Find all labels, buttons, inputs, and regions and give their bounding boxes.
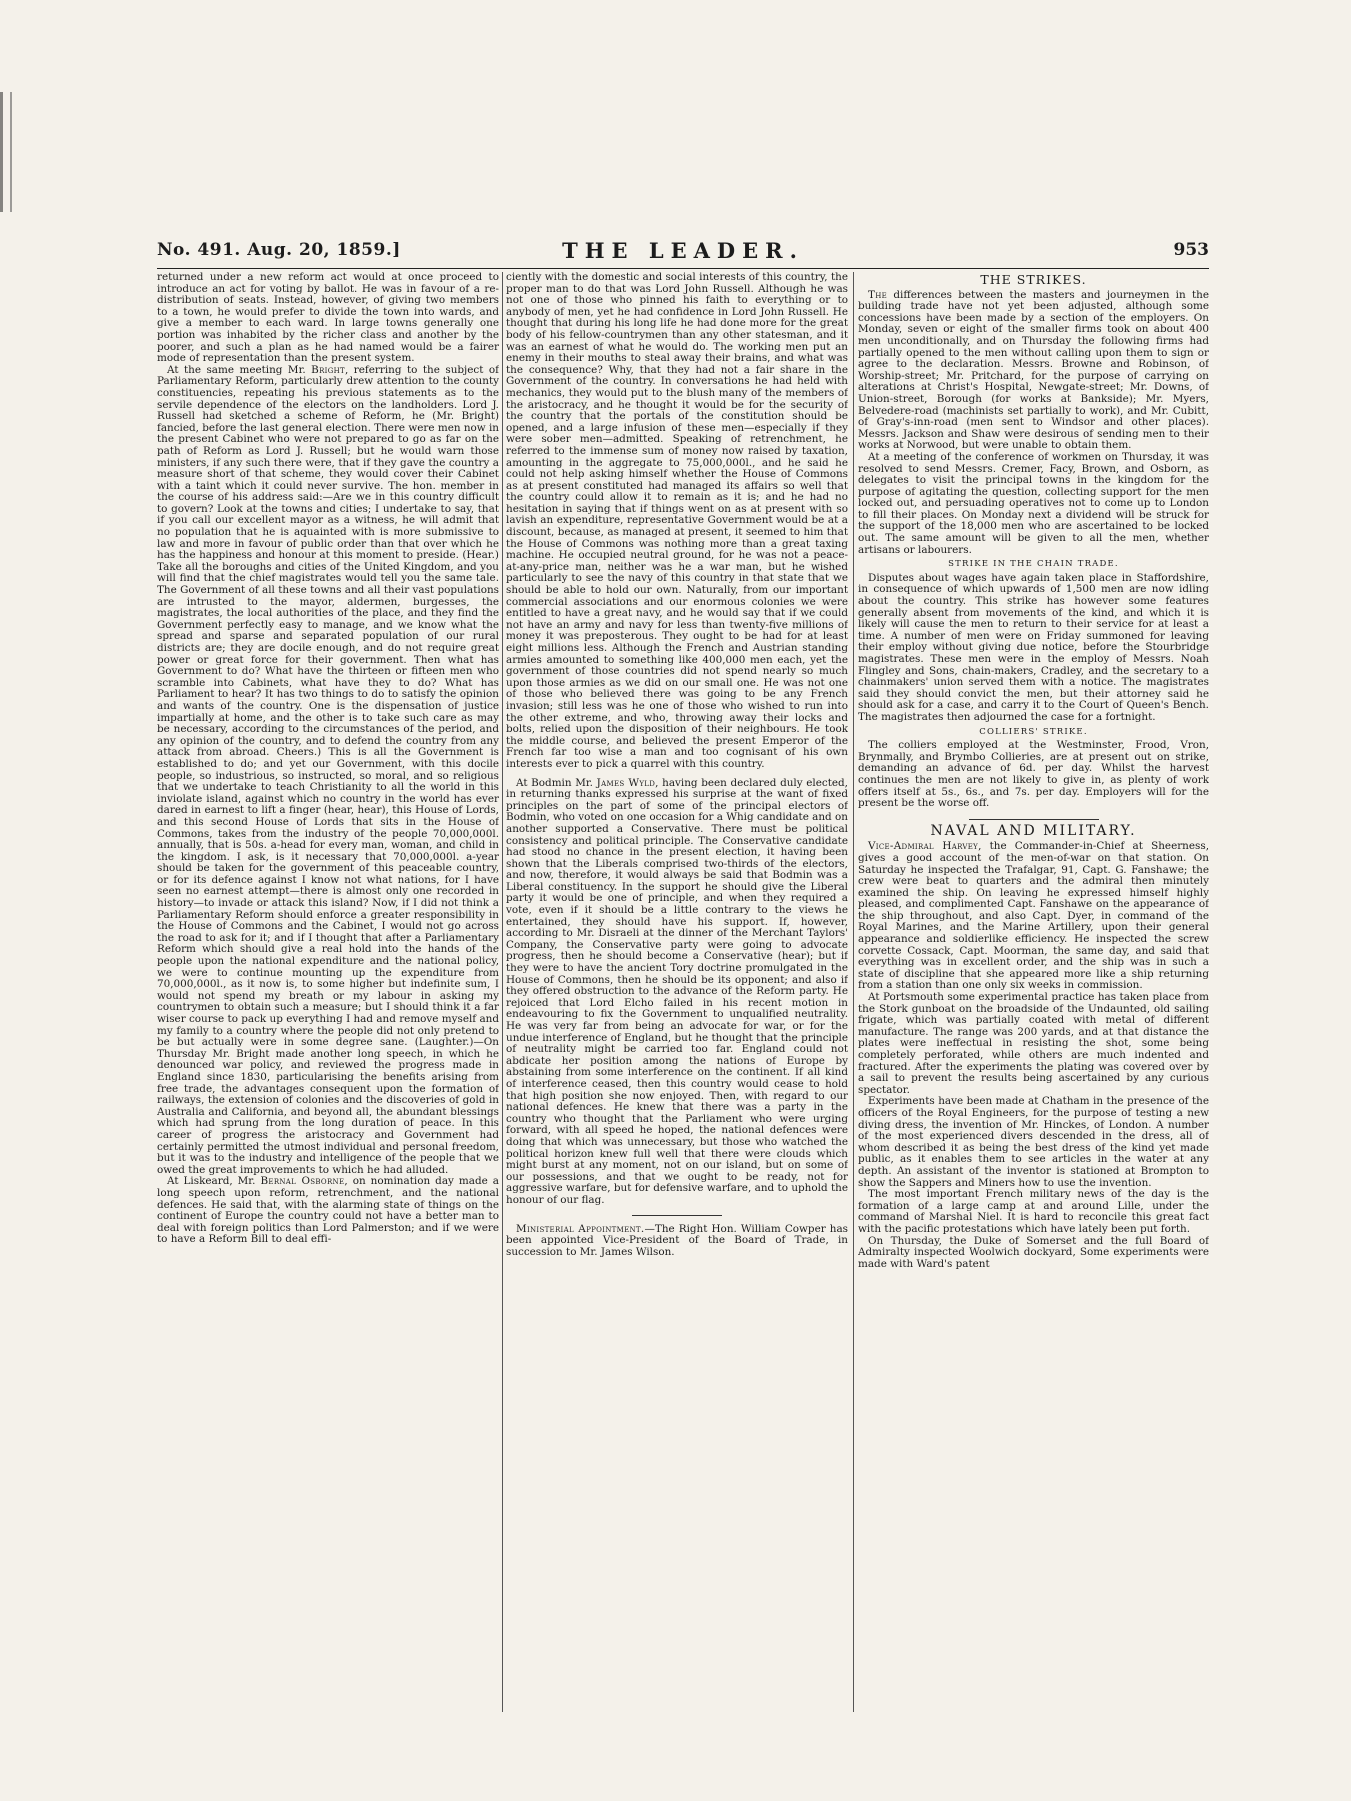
subheading-colliers: COLLIERS' STRIKE.	[979, 726, 1088, 737]
column-rule-2	[853, 272, 854, 1712]
paragraph-chatham: Experiments have been made at Chatham in the presence of the officers of the Royal Engineers, for the purpose of testing a new diving dress, the invention of Mr. Hinckes, of London. A number of the most experienced divers descended in the dress, all of whom described it as being the best dress of the kind yet made public, as it enables them to see articles in the water at any depth. An assistant of the inventor is stationed at Brompton to show the Sappers and Miners how to use the invention.	[858, 1095, 1209, 1189]
separator-rule	[969, 819, 1099, 820]
heading-naval-military: NAVAL AND MILITARY.	[930, 822, 1137, 839]
paragraph-osborne-continued: ciently with the domestic and social interests of this country, the proper man to do that was Lord John Russell. Although he was not one of those who pinned his faith to everything or to anybody of men, yet he had confidence in Lord John Russell. He thought that during his long life he had done more for the great body of his fellow-countrymen than any other statesman, and it was an earnest of what he would do. The working men put an enemy in their mouths to steal away their brains, and what was the consequence? Why, that they had not a fair share in the Government of the country. In conversations he had held with mechanics, they would put to the blush many of the members of the aristocracy, and he thought it would be for the security of the country that the portals of the constitution should be opened, and a large infusion of these men—especially if they were sober men—admitted. Speaking of retrenchment, he referred to the immense sum of money now raised by taxation, amounting in the aggregate to 75,000,000l., and he said he could not help asking himself whether the House of Commons as at present constituted had managed its affairs so well that the country could allow it to remain as it is; and he had no hesitation in saying that if things went on as at present with so lavish an expenditure, representative Government would be at a discount, because, as managed at present, it seemed to him that the House of Commons was nothing more than a great taxing machine. He occupied neutral ground, for he was not a peace-at-any-price man, neither was he a war man, but he wished particularly to see the navy of this country in that state that we should be able to hold our own. Naturally, from our important commercial associations and our enormous colonies we were entitled to have a great navy, and he would say that if we could not have an army and navy for less than twenty-five millions of money it was preposterous. They ought to be had for at least eight millions less. Although the French and Austrian standing armies amounted to something like 400,000 men each, yet the government of those countries did not spend nearly so much upon those armies as we did on our small one. He was not one of those who believed there was going to be any French invasion; still less was he one of those who wished to run into the other extreme, and who, throwing away their locks and bolts, relied upon the disposition of their neighbours. He took the middle course, and believed the present Emperor of the French far too wise a man and too cognisant of his own interests ever to pick a quarrel with this country.	[506, 272, 848, 770]
paragraph-french-military: The most important French military news of the day is the formation of a large camp at and around Lille, under the command of Marshal Niel. It is hard to reconcile this great fact with the pacific protestations which have lately been put forth.	[858, 1188, 1209, 1235]
paragraph-reform-ballot: returned under a new reform act would at once proceed to introduce an act for voting by ballot. He was in favour of a re-distribution of seats. Instead, however, of giving two members to a town, he would prefer to divide the town into wards, and give a member to each ward. In large towns generally one portion was inhabited by the richer class and another by the poorer, and such a plan as he had named would be a fairer mode of representation than the present system.	[157, 272, 499, 365]
column-3	[858, 272, 1209, 1772]
publication-title: THE LEADER.	[562, 238, 804, 263]
paragraph-chain-trade: Disputes about wages have again taken place in Staffordshire, in consequence of which upwards of 1,500 men are now idling about the country. This strike has however some features generally absent from movements of the kind, and which it is likely will cause the men to return to their service for at least a time. A number of men were on Friday summoned for leaving their employ without giving due notice, before the Stourbridge magistrates. These men were in the employ of Messrs. Noah Flingley and Sons, chain-makers, Cradley, and the secretary to a chainmakers' union served them with a notice. The magistrates said they should convict the men, but their attorney said he should ask for a case, and carry it to the Court of Queen's Bench. The magistrates then adjourned the case for a fortnight.	[858, 571, 1209, 723]
masthead	[157, 238, 1209, 269]
issue-number-date: No. 491. Aug. 20, 1859.]	[157, 240, 401, 260]
speaker-name: James Wyld	[596, 776, 656, 789]
paragraph-portsmouth: At Portsmouth some experimental practice has taken place from the Stork gunboat on the broadside of the Undaunted, old sailing frigate, which was partially coated with metal of different manufacture. The range was 200 yards, and at that distance the plates were ineffectual in resisting the shot, some being completely perforated, while others are much indented and fractured. After the experiments the plating was covered over by a sail to prevent the results being ascertained by any curious spectator.	[858, 991, 1209, 1096]
paragraph-liskeard: At Liskeard, Mr. Bernal Osborne, on nomination day made a long speech upon reform, retrenchment, and the national defences. He said that, with the alarming state of things on the continent of Europe the country could not have a better man to deal with foreign politics than Lord Palmerston; and if we were to have a Reform Bill to deal effi-	[157, 1175, 499, 1246]
paragraph-conference: At a meeting of the conference of workmen on Thursday, it was resolved to send Messrs. Cremer, Facy, Brown, and Osborn, as delegates to visit the principal towns in the kingdom for the purpose of agitating the question, collecting support for the men locked out, and persuading operatives not to come up to London to fill their places. On Monday next a dividend will be struck for the support of the 18,000 men who are ascertained to be locked out. The same amount will be given to all the men, whether artisans or labourers.	[858, 450, 1209, 556]
column-1	[157, 272, 499, 1772]
speaker-name: Bright	[311, 363, 346, 376]
separator-rule	[632, 1215, 722, 1216]
column-2	[506, 272, 848, 1772]
paragraph-sheerness: Vice-Admiral Harvey, the Commander-in-Chief at Sheerness, gives a good account of the men-of-war on that station. On Saturday he inspected the Trafalgar, 91, Capt. G. Fanshawe; the crew were beat to quarters and the admiral then minutely examined the ship. On leaving he expressed himself highly pleased, and complimented Capt. Fanshawe on the appearance of the ship throughout, and also Capt. Dyer, in command of the Royal Marines, and the Marine Artillery, upon their general appearance and soldierlike efficiency. He inspected the screw corvette Cossack, Capt. Moorman, the same day, and said that everything was in excellent order, and the ship was in such a state of discipline that she appeared more like a ship returning from a station than one only six weeks in commission.	[858, 840, 1209, 992]
paragraph-bodmin: At Bodmin Mr. James Wyld, having been declared duly elected, in returning thanks expressed his surprise at the want of fixed principles on the part of some of the principal electors of Bodmin, who voted on one occasion for a Whig candidate and on another supported a Conservative. There must be political consistency and political principle. The Conservative candidate had stood no chance in the present election, it having been shown that the Liberals comprised two-thirds of the electors, and now, therefore, it would always be said that Bodmin was a Liberal constituency. In the support he should give the Liberal party it would be one of principle, and when they required a vote, even if it should be a little contrary to the views he entertained, they should have his support. If, however, according to Mr. Disraeli at the dinner of the Merchant Taylors' Company, the Conservative party were going to advocate progress, then he should become a Conservative (hear); but if they were to have the ancient Tory doctrine promulgated in the House of Commons, then he should be its opponent; and also if they offered obstruction to the advance of the Reform party. He rejoiced that Lord Elcho failed in his recent motion in endeavouring to fix the Government to unqualified neutrality. He was very far from being an advocate for war, or for the undue interference of England, but he thought that the principle of neutrality might be carried too far. England could not abdicate her position among the nations of Europe by abstaining from some interference on the continent. If all kind of interference ceased, then this country would cease to hold that high position she now enjoyed. Then, with regard to our national defences. He knew that there was a party in the country who thought that the Parliament who were urging forward, with all speed he hoped, the national defences were doing that which was unnecessary, but those who watched the political horizon knew full well that there were clouds which might burst at any moment, not on our island, but on some of our possessions, and that we ought to be ready, not for aggressive warfare, but for defensive warfare, and to uphold the honour of our flag.	[506, 776, 848, 1206]
column-rule-1	[502, 272, 503, 1712]
paragraph-colliers: The colliers employed at the Westminster, Frood, Vron, Brynmally, and Brymbo Collieries, are at present out on strike, demanding an advance of 6d. per day. Whilst the harvest continues the men are not likely to give in, as plenty of work offers itself at 5s., 6s., and 7s. per day. Employers will for the present be the worse off.	[858, 739, 1209, 810]
subheading-chain-trade: STRIKE IN THE CHAIN TRADE.	[948, 559, 1119, 570]
paragraph-bright-speech: At the same meeting Mr. Bright, referring to the subject of Parliamentary Reform, particularly drew attention to the county constituencies, repeating his previous statements as to the servile dependence of the electors on the landholders. Lord J. Russell had sketched a scheme of Reform, he (Mr. Bright) fancied, before the last general election. There were men now in the present Cabinet who were not prepared to go as far on the path of Reform as Lord J. Russell; but he would warn those ministers, if any such there were, that if they gave the country a measure short of that scheme, they would cover their Cabinet with a taint which it could never survive. The hon. member in the course of his address said:—Are we in this country difficult to govern? Look at the towns and cities; I undertake to say, that if you call our excellent mayor as a witness, he will admit that no population that he is aquainted with is more submissive to law and more in favour of public order than that over which he has the happiness and honour at this moment to preside. (Hear.) Take all the boroughs and cities of the United Kingdom, and you will find that the chief magistrates would tell you the same tale. The Government of all these towns and all their vast populations are intrusted to the mayor, aldermen, burgesses, the magistrates, the local authorities of the place, and they find the Government perfectly easy to manage, and we know what the spread and sparse and separated population of our rural districts are; they are docile enough, and do not require great power or great force for their government. Then what has Government to do? What have the thirteen or fifteen men who scramble into Cabinets, what have they to do? What has Parliament to hear? It has two things to do to satisfy the opinion and wants of the country. One is the dispensation of justice impartially at home, and the other is to take such care as may be necessary, according to the circumstances of the period, and any opinion of the country, and to defend the country from any attack from abroad. Cheers.) This is all the Government is established to do; and yet our Government, with this docile people, so industrious, so instructed, so moral, and so religious that we undertake to teach Christianity to all the world in this inviolate island, against which no country in the world has ever dared in earnest to lift a finger (hear, hear), this House of Lords, and this second House of Lords that sits in the House of Commons, takes from the industry of the people 70,000,000l. annually, that is 50s. a-head for every man, woman, and child in the kingdom. I ask, is it necessary that 70,000,000l. a-year should be taken for the government of this peaceable country, or for its defence against I know not what nations, for I have seen no earnest attempt—there is almost only one recorded in history—to invade or attack this island? Now, if I did not think a Parliamentary Reform should enforce a greater responsibility in the House of Commons and the Cabinet, I would not go across the road to ask for it; and if I thought that after a Parliamentary Reform which should give a real hold into the hands of the people upon the national expenditure and the national policy, we were to continue mounting up the expenditure from 70,000,000l., as it now is, to some higher but indefinite sum, I would not spend my breath or my labour in asking my countrymen to obtain such a measure; but I should think it a far wiser course to pack up everything I had and remove myself and my family to a country where the people did not only pretend to be but actually were in some degree sane. (Laughter.)—On Thursday Mr. Bright made another long speech, in which he denounced war policy, and reviewed the progress made in England since 1830, particularising the benefits arising from free trade, the advantages consequent upon the formation of railways, the extension of colonies and the discoveries of gold in Australia and California, and beyond all, the abundant blessings which had sprung from the long duration of peace. In this career of progress the aristocracy and Government had certainly permitted the utmost individual and personal freedom, but it was to the industry and intelligence of the people that we owed the great improvements to which he had alluded.	[157, 363, 499, 1176]
heading-strikes: THE STRIKES.	[980, 272, 1087, 287]
scan-edge-mark	[0, 92, 30, 212]
paragraph-building-trade: The differences between the masters and journeymen in the building trade have not yet been adjusted, although some concessions have been made by a section of the employers. On Monday, seven or eight of the smaller firms took on about 400 men unconditionally, and on Thursday the following firms had partially opened to the men without calling upon them to sign or agree to the declaration. Messrs. Browne and Robinson, of Worship-street; Mr. Pritchard, for the purpose of carrying on alterations at Christ's Hospital, Newgate-street; Mr. Downs, of Union-street, Borough (for works at Bankside); Mr. Myers, Belvedere-road (machinists set partially to work), and Mr. Cubitt, of Gray's-inn-road (men sent to Windsor and other places). Messrs. Jackson and Shaw were desirous of sending men to their works at Norwood, but were unable to obtain them.	[858, 288, 1209, 452]
paragraph-woolwich: On Thursday, the Duke of Somerset and the full Board of Admiralty inspected Woolwich dockyard, Some experiments were made with Ward's patent	[858, 1234, 1209, 1270]
speaker-name: Bernal Osborne	[260, 1175, 345, 1188]
page-number: 953	[1173, 240, 1209, 260]
paragraph-ministerial-appointment: Ministerial Appointment.—The Right Hon. William Cowper has been appointed Vice-President of the Board of Trade, in succession to Mr. James Wilson.	[506, 1222, 848, 1258]
